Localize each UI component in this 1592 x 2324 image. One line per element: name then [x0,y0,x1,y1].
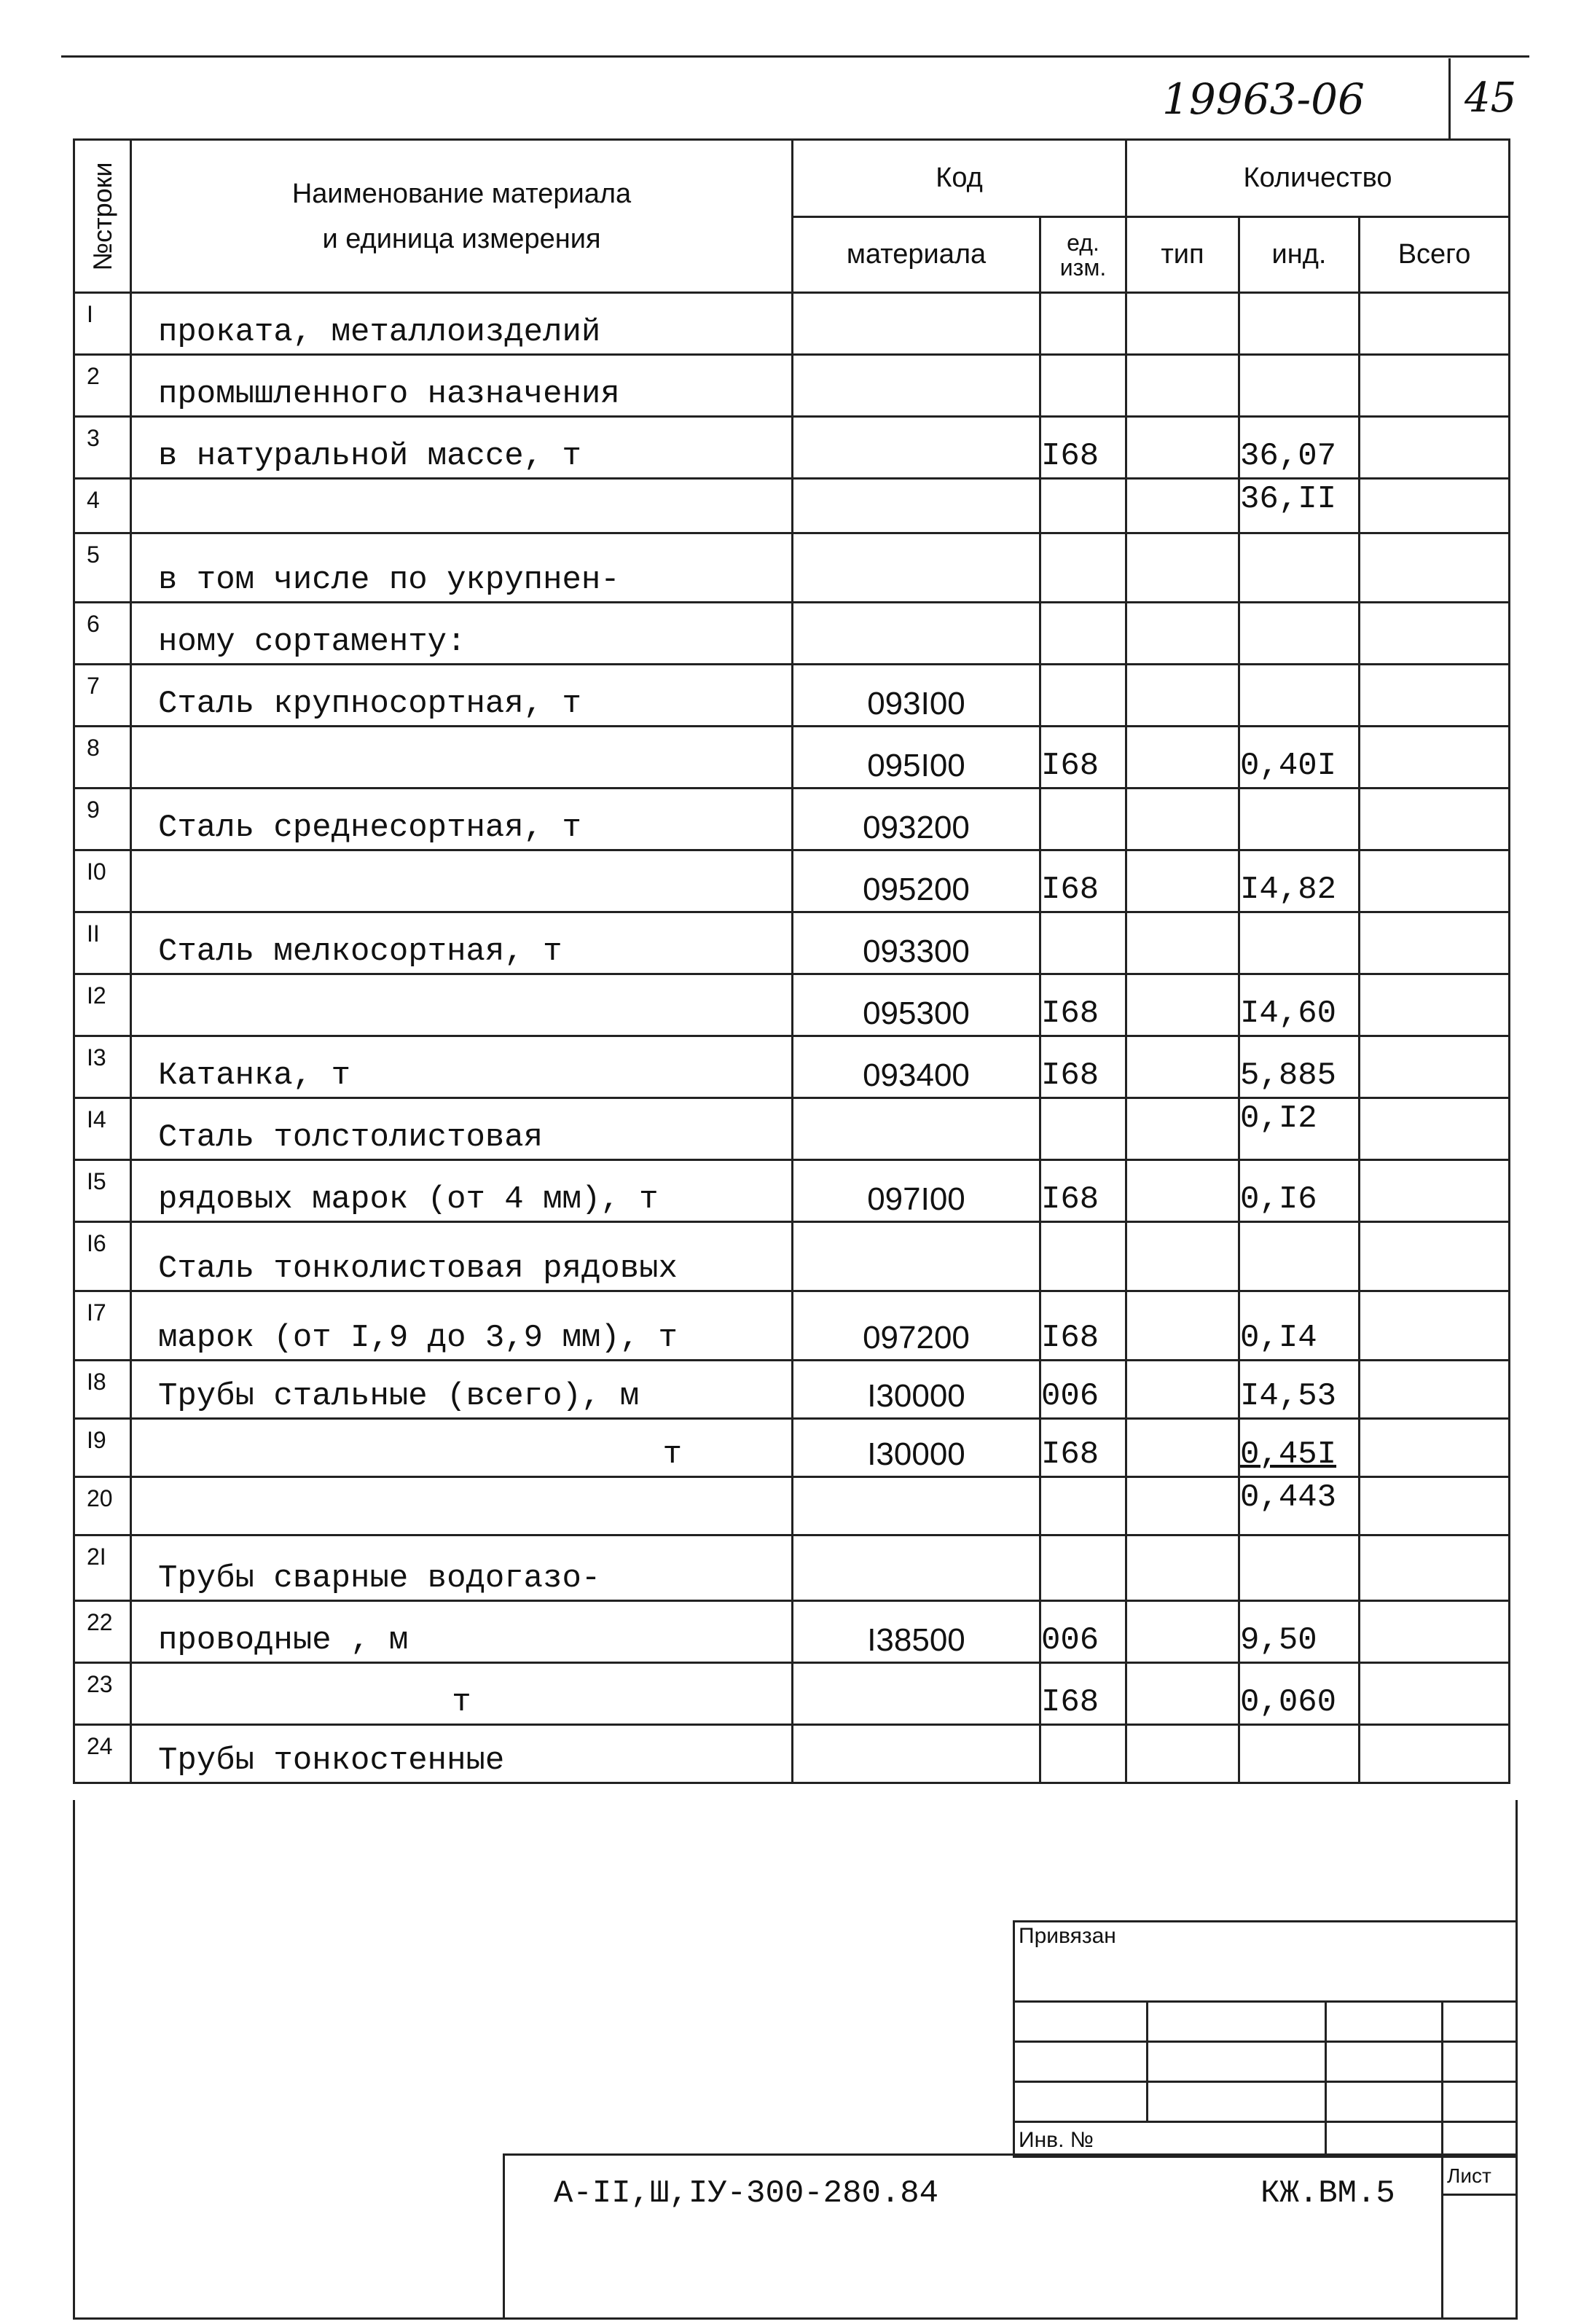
material-name: ному сортаменту: [131,603,793,665]
stamp-rule [1013,2081,1515,2083]
qty-ind: 0,40I [1239,727,1360,789]
unit-code: I68 [1040,1663,1126,1725]
qty-total [1360,1419,1510,1477]
qty-ind [1239,789,1360,850]
row-number: I8 [74,1361,131,1419]
material-name: Сталь тонколистовая рядовых [131,1222,793,1291]
qty-ind: 0,I6 [1239,1160,1360,1222]
quantity-header: Количество [1126,140,1510,217]
qty-ind [1239,665,1360,727]
qty-total [1360,1222,1510,1291]
table-row [74,727,1510,789]
qty-total [1360,1160,1510,1222]
unit-code [1040,293,1126,355]
material-name: Трубы сварные водогазо- [131,1535,793,1601]
qty-total [1360,479,1510,533]
material-name: Сталь толстолистовая [131,1098,793,1160]
qty-type [1126,417,1239,479]
sheet-label: Лист [1447,2164,1491,2187]
qty-ind [1239,1222,1360,1291]
row-number: I7 [74,1291,131,1361]
material-code [793,293,1040,355]
material-name [131,974,793,1036]
material-name: Трубы стальные (всего), м [131,1361,793,1419]
qty-total-header: Всего [1360,217,1510,293]
material-code [793,533,1040,603]
stamp-rule [1013,2121,1515,2123]
unit-code [1040,1098,1126,1160]
qty-type [1126,727,1239,789]
material-name [131,727,793,789]
row-number: 7 [74,665,131,727]
row-number: I [74,293,131,355]
header-rule [61,55,1529,58]
table-row [74,974,1510,1036]
material-name [131,1477,793,1535]
qty-type [1126,1419,1239,1477]
unit-code [1040,665,1126,727]
unit-code: I68 [1040,727,1126,789]
material-name: Сталь крупносортная, т [131,665,793,727]
qty-ind-header: инд. [1239,217,1360,293]
table-row [74,1036,1510,1098]
material-code: I38500 [793,1601,1040,1663]
row-number: 6 [74,603,131,665]
material-code: 093400 [793,1036,1040,1098]
qty-ind [1239,533,1360,603]
row-number: 8 [74,727,131,789]
qty-total [1360,789,1510,850]
qty-ind: 0,443 [1239,1477,1360,1535]
qty-type [1126,1361,1239,1419]
table-row [74,850,1510,912]
table-row [74,1160,1510,1222]
unit-code: I68 [1040,417,1126,479]
material-name: марок (от I,9 до 3,9 мм), т [131,1291,793,1361]
qty-ind [1239,912,1360,974]
material-code [793,417,1040,479]
table-row [74,1601,1510,1663]
table-row [74,603,1510,665]
unit-code [1040,479,1126,533]
row-number: 4 [74,479,131,533]
material-code [793,1535,1040,1601]
qty-total [1360,1663,1510,1725]
binding-stamp-label: Привязан [1019,1924,1116,1948]
material-name: в натуральной массе, т [131,417,793,479]
table-row [74,1663,1510,1725]
row-number: I2 [74,974,131,1036]
qty-total [1360,665,1510,727]
qty-total [1360,417,1510,479]
materials-table [73,138,1510,1784]
qty-total [1360,355,1510,417]
row-number: II [74,912,131,974]
material-code: 097200 [793,1291,1040,1361]
table-row [74,417,1510,479]
material-code [793,355,1040,417]
qty-type [1126,1663,1239,1725]
unit-code: I68 [1040,1036,1126,1098]
material-code [793,1098,1040,1160]
table-row [74,665,1510,727]
qty-total [1360,1361,1510,1419]
qty-ind: 5,885 [1239,1036,1360,1098]
qty-type [1126,1036,1239,1098]
table-row [74,1535,1510,1601]
unit-code: I68 [1040,1291,1126,1361]
qty-ind: 36,II [1239,479,1360,533]
material-name: Катанка, т [131,1036,793,1098]
qty-type [1126,533,1239,603]
row-number: I9 [74,1419,131,1477]
material-name: т [131,1663,793,1725]
qty-type [1126,974,1239,1036]
qty-total [1360,1036,1510,1098]
inventory-number-label: Инв. № [1019,2128,1094,2152]
material-code: 093200 [793,789,1040,850]
material-name [131,479,793,533]
material-code: 093I00 [793,665,1040,727]
qty-ind: 0,45I [1239,1419,1360,1477]
table-row [74,789,1510,850]
qty-ind [1239,355,1360,417]
qty-type [1126,603,1239,665]
table-row [74,1222,1510,1291]
material-code: I30000 [793,1419,1040,1477]
unit-code [1040,912,1126,974]
material-name: проводные , м [131,1601,793,1663]
material-name: промышленного назначения [131,355,793,417]
row-number: I3 [74,1036,131,1098]
qty-ind [1239,1725,1360,1783]
qty-type [1126,1098,1239,1160]
table-row [74,533,1510,603]
unit-code: I68 [1040,850,1126,912]
unit-code [1040,1535,1126,1601]
stamp-divider [1325,2000,1327,2153]
material-name [131,850,793,912]
qty-type [1126,293,1239,355]
table-row [74,1098,1510,1160]
material-code: 095300 [793,974,1040,1036]
table-row [74,1361,1510,1419]
material-name: Трубы тонкостенные [131,1725,793,1783]
stamp-divider [1441,2000,1443,2153]
name-header-line2: и единица измерения [322,223,601,254]
qty-ind: 36,07 [1239,417,1360,479]
qty-type [1126,1601,1239,1663]
frame-left-border [73,1800,75,2317]
table-row [74,1291,1510,1361]
qty-total [1360,1291,1510,1361]
material-name: т [131,1419,793,1477]
row-number: 3 [74,417,131,479]
qty-total [1360,1477,1510,1535]
qty-total [1360,1725,1510,1783]
qty-ind [1239,1535,1360,1601]
sheet-cell-divider [1441,2153,1443,2317]
qty-total [1360,293,1510,355]
qty-ind [1239,603,1360,665]
project-code: А-II,Ш,IУ-300-280.84 [554,2175,939,2212]
unit-code [1040,1477,1126,1535]
code-unit-header: ед. изм. [1040,217,1126,293]
qty-ind: I4,53 [1239,1361,1360,1419]
row-number: I5 [74,1160,131,1222]
unit-code [1040,1222,1126,1291]
sheet-cell-rule [1441,2194,1515,2196]
material-code [793,603,1040,665]
material-code: 095200 [793,850,1040,912]
material-code: I30000 [793,1361,1040,1419]
material-code: 097I00 [793,1160,1040,1222]
row-number: I0 [74,850,131,912]
material-name: Сталь мелкосортная, т [131,912,793,974]
qty-total [1360,1601,1510,1663]
qty-total [1360,1098,1510,1160]
qty-type [1126,1160,1239,1222]
sheet-number-divider [1448,58,1451,138]
qty-ind: I4,60 [1239,974,1360,1036]
qty-type [1126,355,1239,417]
qty-total [1360,533,1510,603]
table-row [74,1725,1510,1783]
unit-code [1040,533,1126,603]
name-header [131,140,793,293]
unit-code [1040,603,1126,665]
unit-code: I68 [1040,1419,1126,1477]
qty-type [1126,1477,1239,1535]
qty-ind: I4,82 [1239,850,1360,912]
row-number: 2 [74,355,131,417]
table-row [74,1477,1510,1535]
row-number: I4 [74,1098,131,1160]
qty-type [1126,850,1239,912]
row-number: 9 [74,789,131,850]
qty-type [1126,789,1239,850]
material-name: Сталь среднесортная, т [131,789,793,850]
unit-code: 006 [1040,1361,1126,1419]
row-number: I6 [74,1222,131,1291]
qty-type-header: тип [1126,217,1239,293]
qty-type [1126,665,1239,727]
table-row [74,293,1510,355]
sheet-number: 45 [1464,74,1517,122]
table-row [74,1419,1510,1477]
material-code [793,1725,1040,1783]
stamp-rule [1013,2041,1515,2043]
qty-total [1360,727,1510,789]
qty-type [1126,1222,1239,1291]
material-code: 095I00 [793,727,1040,789]
material-code: 093300 [793,912,1040,974]
material-name: в том числе по укрупнен- [131,533,793,603]
unit-code: 006 [1040,1601,1126,1663]
code-header: Код [793,140,1126,217]
qty-type [1126,1725,1239,1783]
qty-total [1360,850,1510,912]
qty-type [1126,1291,1239,1361]
qty-total [1360,603,1510,665]
row-number: 23 [74,1663,131,1725]
stamp-divider [1146,2000,1148,2121]
qty-ind: 0,I2 [1239,1098,1360,1160]
material-name: проката, металлоизделий [131,293,793,355]
unit-code [1040,789,1126,850]
table-row [74,355,1510,417]
code-material-header: материала [793,217,1040,293]
stamp-rule [1013,2000,1515,2003]
unit-code: I68 [1040,974,1126,1036]
table-row [74,479,1510,533]
document-mark: КЖ.ВМ.5 [1260,2175,1395,2212]
table-row [74,912,1510,974]
rownum-header: №строки [74,140,131,293]
qty-ind: 9,50 [1239,1601,1360,1663]
unit-code [1040,355,1126,417]
unit-code: I68 [1040,1160,1126,1222]
qty-total [1360,1535,1510,1601]
qty-total [1360,974,1510,1036]
material-code [793,1663,1040,1725]
qty-ind: 0,I4 [1239,1291,1360,1361]
material-code [793,1222,1040,1291]
unit-code [1040,1725,1126,1783]
row-number: 2I [74,1535,131,1601]
row-number: 24 [74,1725,131,1783]
qty-ind: 0,060 [1239,1663,1360,1725]
qty-ind [1239,293,1360,355]
name-header-line1: Наименование материала [291,178,632,209]
material-code [793,479,1040,533]
material-name: рядовых марок (от 4 мм), т [131,1160,793,1222]
row-number: 22 [74,1601,131,1663]
qty-total [1360,912,1510,974]
qty-type [1126,1535,1239,1601]
row-number: 5 [74,533,131,603]
qty-type [1126,479,1239,533]
material-code [793,1477,1040,1535]
qty-type [1126,912,1239,974]
row-number: 20 [74,1477,131,1535]
document-number: 19963-06 [1162,74,1365,124]
